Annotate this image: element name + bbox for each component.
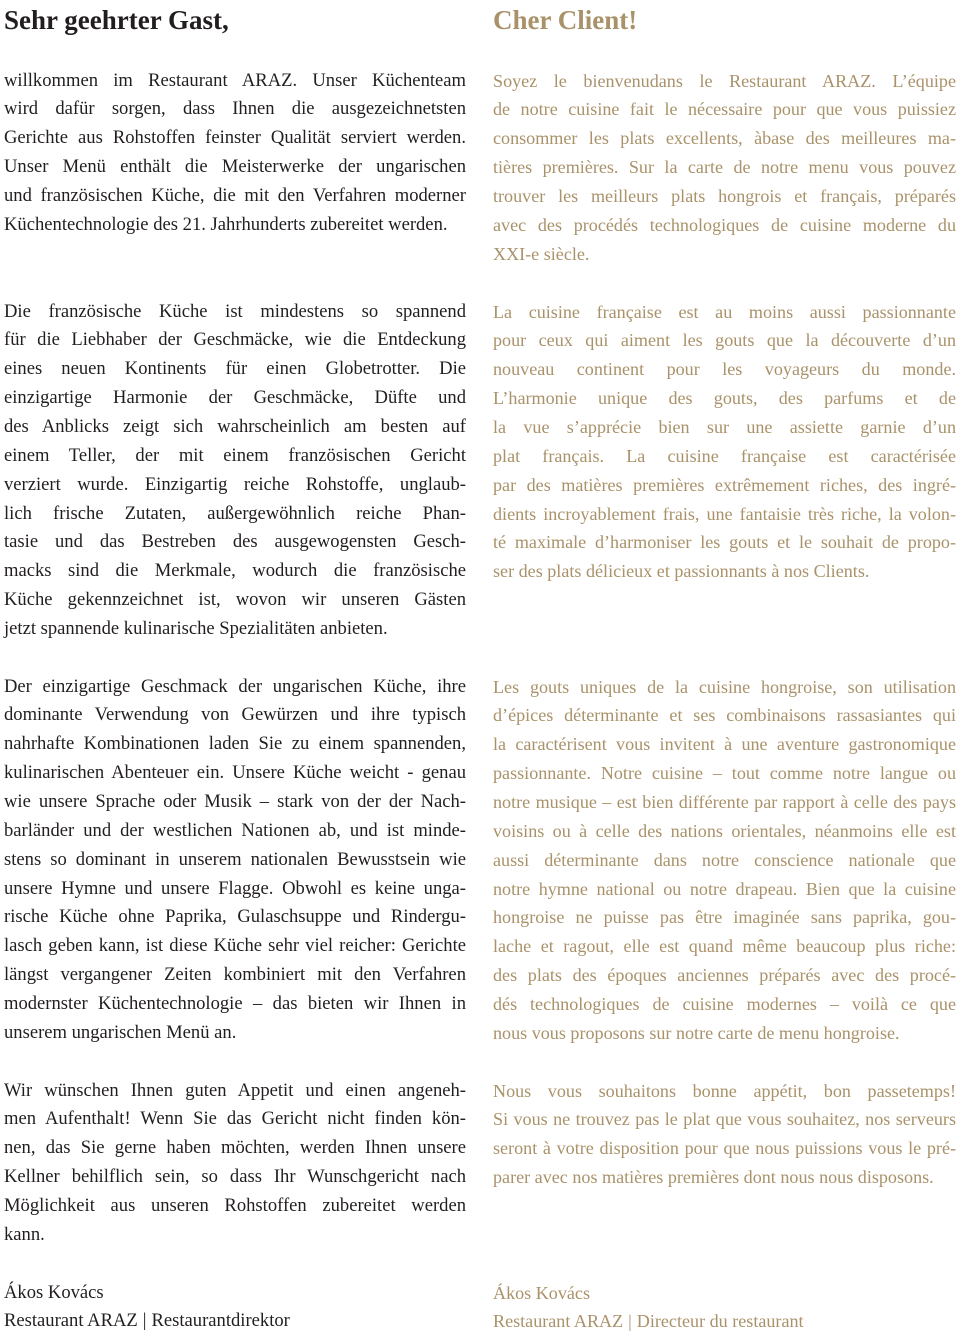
paragraph-line: parer avec nos matières premières dont nous nous disposons. xyxy=(493,1167,934,1188)
paragraph-line: lasch geben kann, ist diese Küche sehr viel reicher: Gerichte xyxy=(4,935,466,957)
restaurant-name: Restaurant ARAZ xyxy=(4,1310,138,1332)
signature xyxy=(493,1279,804,1337)
paragraph xyxy=(493,298,956,586)
paragraph-line: notre hymne national ou notre drapeau. Bien que la cuisine xyxy=(493,878,956,899)
paragraph-line: Nous vous souhaitons bonne appétit, bon passetemps! xyxy=(493,1080,956,1101)
paragraph xyxy=(4,1077,466,1250)
paragraph-line: L’harmonie unique des gouts, des parfums et de xyxy=(493,388,956,409)
paragraph-line: consommer les plats excellents, àbase des meilleures ma- xyxy=(493,128,956,149)
paragraph-line: Küchentechnologie des 21. Jahrhunderts zubereitet werden. xyxy=(4,213,448,235)
paragraph-line: lich frische Zutaten, außergewöhnlich reiche Phan- xyxy=(4,502,466,524)
letter-body xyxy=(493,0,956,1340)
paragraph xyxy=(493,67,956,269)
paragraph xyxy=(4,67,466,240)
french-letter xyxy=(493,0,956,1340)
paragraph-line: ser des plats délicieux et passionnants à nos Clients. xyxy=(493,561,870,582)
german-letter xyxy=(4,0,466,1340)
signature-name: Ákos Kovács xyxy=(4,1281,104,1303)
signature-title xyxy=(4,1307,290,1336)
paragraph-line: unserem ungarischen Menü an. xyxy=(4,1021,237,1043)
paragraph-line: hongroise ne puisse pas être imaginée sans paprika, gou- xyxy=(493,907,956,928)
paragraph-line: par des matières premières extrêmement riches, des ingré- xyxy=(493,474,956,495)
paragraph-line: einem Teller, der mit einem französischen Gericht xyxy=(4,444,466,466)
paragraph-line: Die französische Küche ist mindestens so spannend xyxy=(4,300,466,322)
paragraph-line: modernster Küchentechnologie – das bieten wir Ihnen in xyxy=(4,992,466,1014)
paragraph-line: men Aufenthalt! Wenn Sie das Gericht nicht finden kön- xyxy=(4,1108,466,1130)
paragraph-line: la vue s’apprécie bien sur une assiette garnie d’un xyxy=(493,416,956,437)
paragraph-line: Der einzigartige Geschmack der ungarischen Küche, ihre xyxy=(4,675,466,697)
paragraph-line: notre musique – est bien différente par rapport à celle des pays xyxy=(493,791,956,812)
paragraph-line: trouver les meilleurs plats hongrois et français, préparés xyxy=(493,185,956,206)
paragraph xyxy=(493,1077,956,1192)
signature-name: Ákos Kovács xyxy=(493,1282,590,1303)
paragraph-line: La cuisine française est au moins aussi passionnante xyxy=(493,301,956,322)
paragraph-line: dés technologiques de cuisine modernes – voilà ce que xyxy=(493,993,956,1014)
paragraph-line: stens so dominant in unserem nationalen Bewusstsein wie xyxy=(4,848,466,870)
paragraph-line: Si vous ne trouvez pas le plat que vous souhaitez, nos serveurs xyxy=(493,1109,956,1130)
paragraph-line: kulinarischen Abenteuer ein. Unsere Küche weicht - genau xyxy=(4,762,466,784)
paragraph-line: des plats des époques anciennes préparés avec des procé- xyxy=(493,965,956,986)
paragraph-line: aussi déterminante dans notre conscience nationale que xyxy=(493,849,956,870)
restaurant-name: Restaurant ARAZ xyxy=(493,1311,624,1332)
paragraph-line: macks sind die Merkmale, wodurch die französische xyxy=(4,560,466,582)
paragraph-line: té maximale d’harmoniser les gouts et le souhait de propo- xyxy=(493,532,956,553)
paragraph-line: unsere Hymne und unsere Flagge. Obwohl es keine unga- xyxy=(4,877,466,899)
paragraph-line: la caractérisent vous invitent à une aventure gastronomique xyxy=(493,734,956,755)
paragraph-line: Gerichte aus Rohstoffen feinster Qualität serviert werden. xyxy=(4,127,466,149)
signature-title xyxy=(493,1307,804,1336)
paragraph-line: wie unsere Sprache oder Musik – stark von der der Nach- xyxy=(4,790,466,812)
paragraph xyxy=(4,298,466,644)
paragraph-line: des Anblicks zeigt sich wahrscheinlich am besten auf xyxy=(4,415,466,437)
paragraph-line: d’épices déterminante et ses combinaisons rassasiantes qui xyxy=(493,705,956,726)
signature-role: Directeur du restaurant xyxy=(636,1311,804,1332)
paragraph-line: Les gouts uniques de la cuisine hongroise, son utilisation xyxy=(493,676,956,697)
paragraph-line: passionnante. Notre cuisine – tout comme notre langue ou xyxy=(493,763,956,784)
paragraph-line: verziert wurde. Einzigartig reiche Rohstoffe, unglaub- xyxy=(4,473,466,495)
paragraph-line: jetzt spannende kulinarische Spezialitäten anbieten. xyxy=(4,617,388,639)
paragraph-line: lache et ragout, elle est quand même beaucoup plus riche: xyxy=(493,936,956,957)
separator: | xyxy=(628,1311,632,1332)
paragraph-line: wird dafür sorgen, dass Ihnen die ausgezeichnetsten xyxy=(4,98,466,120)
separator: | xyxy=(142,1310,147,1332)
paragraph-line: willkommen im Restaurant ARAZ. Unser Küchenteam xyxy=(4,69,466,91)
paragraph-line: voisins ou à celle des nations orientales, néanmoins elle est xyxy=(493,820,956,841)
paragraph-line: Kellner behilflich sein, so dass Ihr Wunschgericht nach xyxy=(4,1166,466,1188)
paragraph-line: tasie und das Bestreben des ausgewogensten Gesch- xyxy=(4,531,466,553)
paragraph-line: kann. xyxy=(4,1223,45,1245)
paragraph-line: für die Liebhaber der Geschmäcke, wie die Entdeckung xyxy=(4,329,466,351)
paragraph-line: eines neuen Kontinents für einen Globetrotter. Die xyxy=(4,358,466,380)
paragraph-line: XXI-e siècle. xyxy=(493,243,590,264)
paragraph-line: Wir wünschen Ihnen guten Appetit und einen angeneh- xyxy=(4,1079,466,1101)
paragraph-line: und französischen Küche, die mit den Verfahren moderner xyxy=(4,184,466,206)
greeting-title: Sehr geehrter Gast, xyxy=(4,5,229,35)
paragraph-line: dominante Verwendung von Gewürzen und ihre typisch xyxy=(4,704,466,726)
signature-role: Restaurantdirektor xyxy=(151,1310,290,1332)
paragraph-line: dients incroyablement frais, une fantaisie très riche, la volon- xyxy=(493,503,956,524)
paragraph-line: nouveau continent pour les voyageurs du monde. xyxy=(493,359,956,380)
paragraph-line: barländer und der westlichen Nationen ab, und ist minde- xyxy=(4,819,466,841)
paragraph-line: tières premières. Sur la carte de notre menu vous pouvez xyxy=(493,157,956,178)
greeting-title: Cher Client! xyxy=(493,5,638,35)
signature xyxy=(4,1279,290,1337)
paragraph-line: seront à votre disposition pour que nous puissions vous le pré- xyxy=(493,1138,956,1159)
paragraph-line: Unser Menü enthält die Meisterwerke der ungarischen xyxy=(4,156,466,178)
paragraph-line: avec des procédés technologiques de cuisine moderne du xyxy=(493,214,956,235)
paragraph xyxy=(493,673,956,1048)
paragraph-line: pour ceux qui aiment les gouts que la découverte d’un xyxy=(493,330,956,351)
paragraph-line: längst vergangener Zeiten kombiniert mit den Verfahren xyxy=(4,964,466,986)
paragraph-line: nous vous proposons sur notre carte de menu hongroise. xyxy=(493,1022,900,1043)
paragraph xyxy=(4,673,466,1048)
paragraph-line: Küche gekennzeichnet ist, wovon wir unseren Gästen xyxy=(4,589,466,611)
paragraph-line: nen, das Sie gerne haben möchten, werden Ihnen unsere xyxy=(4,1137,466,1159)
paragraph-line: de notre cuisine fait le nécessaire pour que vous puissiez xyxy=(493,99,956,120)
letter-body xyxy=(4,0,466,1340)
paragraph-line: plat français. La cuisine française est caractérisée xyxy=(493,445,956,466)
paragraph-line: Möglichkeit aus unseren Rohstoffen zubereitet werden xyxy=(4,1194,466,1216)
paragraph-line: Soyez le bienvenudans le Restaurant ARAZ. L’équipe xyxy=(493,70,956,91)
paragraph-line: einzigartige Harmonie der Geschmäcke, Düfte und xyxy=(4,387,466,409)
paragraph-line: rische Küche ohne Paprika, Gulaschsuppe und Rindergu- xyxy=(4,906,466,928)
paragraph-line: nahrhafte Kombinationen laden Sie zu einem spannenden, xyxy=(4,733,466,755)
